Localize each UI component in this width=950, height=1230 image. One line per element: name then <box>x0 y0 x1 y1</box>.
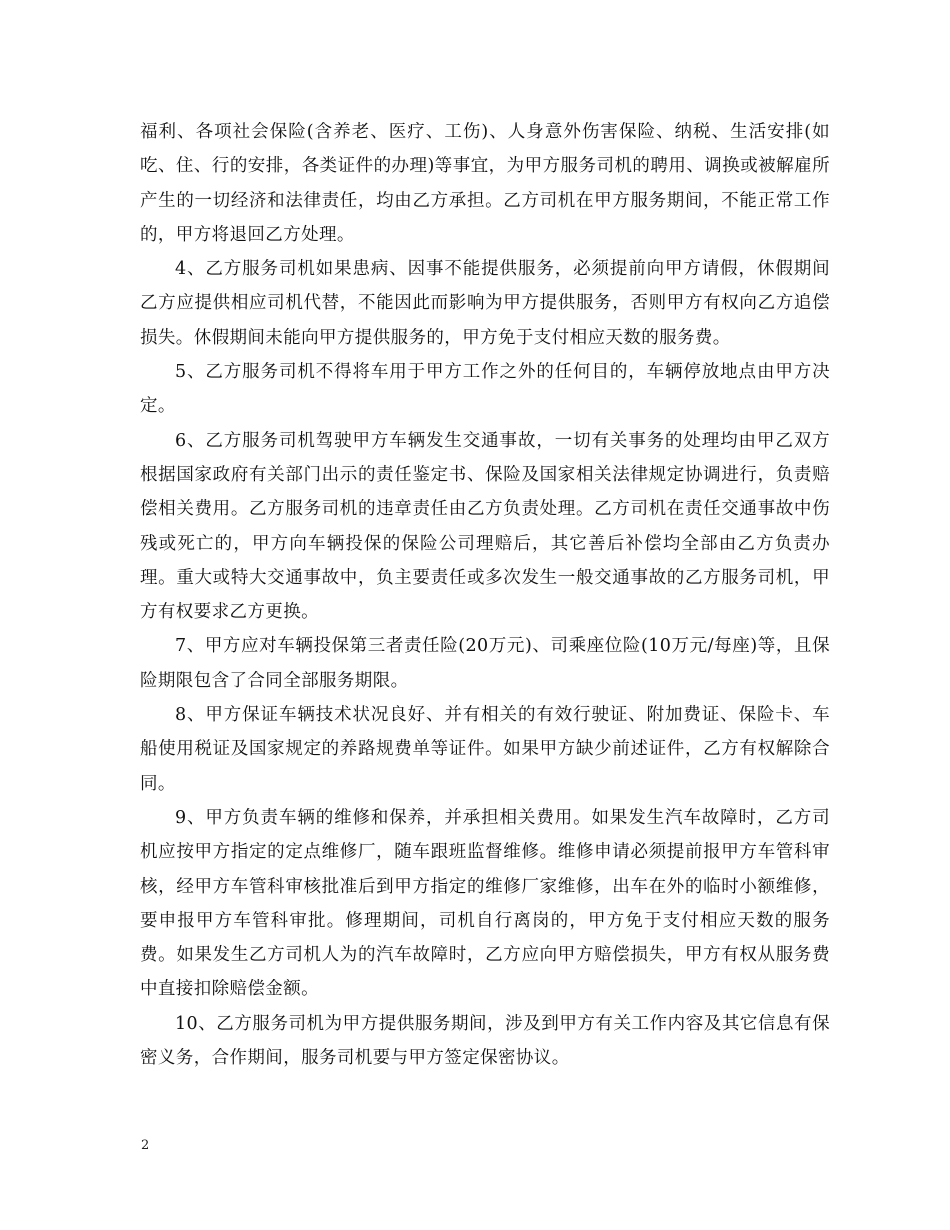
paragraph-clause-9: 9、甲方负责车辆的维修和保养，并承担相关费用。如果发生汽车故障时，乙方司机应按甲方指定的定点维修厂，随车跟班监督维修。维修申请必须提前报甲方车管科审核，经甲方车管科审核批准后到甲方指定的维修厂家维修，出车在外的临时小额维修，要申报甲方车管科审批。修理期间，司机自行离岗的，甲方免于支付相应天数的服务费。如果发生乙方司机人为的汽车故障时，乙方应向甲方赔偿损失，甲方有权从服务费中直接扣除赔偿金额。 <box>140 807 830 1000</box>
paragraph-clause-10: 10、乙方服务司机为甲方提供服务期间，涉及到甲方有关工作内容及其它信息有保密义务，合作期间，服务司机要与甲方签定保密协议。 <box>140 1013 830 1069</box>
paragraph-clause-6: 6、乙方服务司机驾驶甲方车辆发生交通事故，一切有关事务的处理均由甲乙双方根据国家政府有关部门出示的责任鉴定书、保险及国家相关法律规定协调进行，负责赔偿相关费用。乙方服务司机的违章责任由乙方负责处理。乙方司机在责任交通事故中伤残或死亡的，甲方向车辆投保的保险公司理赔后，其它善后补偿均全部由乙方负责办理。重大或特大交通事故中，负主要责任或多次发生一般交通事故的乙方服务司机，甲方有权要求乙方更换。 <box>140 430 830 623</box>
page-number: 2 <box>141 1138 150 1153</box>
document-body <box>140 115 830 1075</box>
paragraph-clause-8: 8、甲方保证车辆技术状况良好、并有相关的有效行驶证、附加费证、保险卡、车船使用税证及国家规定的养路规费单等证件。如果甲方缺少前述证件，乙方有权解除合同。 <box>140 705 830 794</box>
paragraph-continuation: 福利、各项社会保险(含养老、医疗、工伤)、人身意外伤害保险、纳税、生活安排(如吃、住、行的安排，各类证件的办理)等事宜，为甲方服务司机的聘用、调换或被解雇所产生的一切经济和法律责任，均由乙方承担。乙方司机在甲方服务期间，不能正常工作的，甲方将退回乙方处理。 <box>140 122 830 245</box>
paragraph-clause-7: 7、甲方应对车辆投保第三者责任险(20万元)、司乘座位险(10万元/每座)等，且保险期限包含了合同全部服务期限。 <box>140 636 830 691</box>
paragraph-clause-5: 5、乙方服务司机不得将车用于甲方工作之外的任何目的，车辆停放地点由甲方决定。 <box>140 362 830 417</box>
paragraph-clause-4: 4、乙方服务司机如果患病、因事不能提供服务，必须提前向甲方请假，休假期间乙方应提供相应司机代替，不能因此而影响为甲方提供服务，否则甲方有权向乙方追偿损失。休假期间未能向甲方提供服务的，甲方免于支付相应天数的服务费。 <box>140 259 830 348</box>
